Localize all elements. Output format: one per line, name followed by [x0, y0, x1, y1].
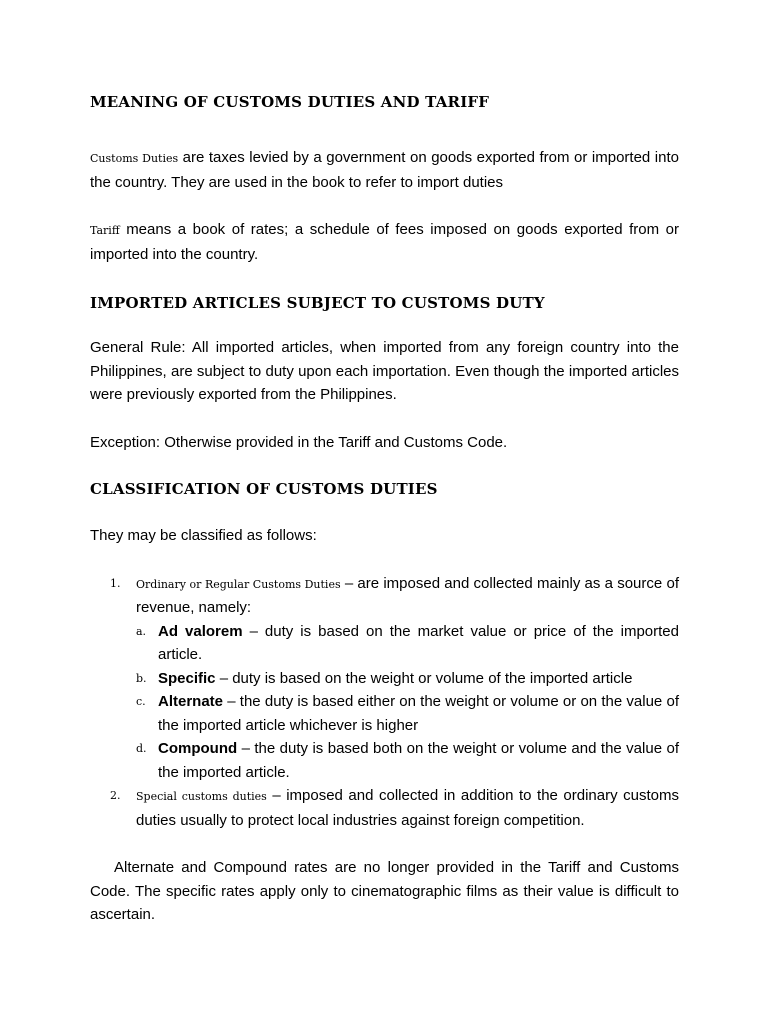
heading-imported-articles: IMPORTED ARTICLES SUBJECT TO CUSTOMS DUTY: [90, 294, 545, 312]
sublist-text: – the duty is based either on the weight or volume or on the value of the imported article whichever is higher: [158, 693, 679, 734]
ordinary-duties-sublist: [136, 620, 679, 785]
sublist-item: [136, 737, 679, 784]
closing-paragraph: Alternate and Compound rates are no longer provided in the Tariff and Customs Code. The specific rates apply only to cinematographic films as their value is difficult to ascertain.: [90, 859, 679, 923]
customs-duties-definition: [90, 146, 679, 194]
sublist-marker: a.: [136, 624, 147, 638]
heading-meaning: MEANING OF CUSTOMS DUTIES AND TARIFF: [90, 93, 490, 111]
tariff-definition: [90, 218, 679, 266]
list-marker: 2.: [110, 789, 121, 802]
customs-duties-term: Customs Duties: [90, 152, 179, 165]
exception-paragraph: Exception: Otherwise provided in the Tariff and Customs Code.: [90, 433, 508, 451]
sublist-marker: b.: [136, 671, 147, 685]
list-marker: 1.: [110, 576, 121, 590]
sublist-term: Specific: [158, 669, 216, 687]
customs-duties-text: are taxes levied by a government on goods exported from or imported into the country. They are used in the book to refer to import duties: [90, 149, 679, 191]
sublist-text: – duty is based on the market value or price of the imported article.: [158, 622, 679, 663]
sublist-item: [136, 620, 679, 667]
tariff-term: Tariff: [90, 224, 120, 237]
sublist-item: [136, 667, 679, 691]
sublist-marker: d.: [136, 742, 147, 755]
list-item: [90, 784, 679, 832]
document-content: [90, 92, 679, 927]
sublist-item: [136, 690, 679, 737]
sublist-marker: c.: [136, 695, 146, 708]
list-item: [90, 572, 679, 785]
special-duties-term: Special customs duties: [136, 790, 267, 803]
sublist-text: – the duty is based both on the weight or volume and the value of the imported article.: [158, 740, 679, 781]
sublist-text: – duty is based on the weight or volume of the imported article: [215, 669, 633, 687]
special-duties-text: – imposed and collected in addition to the ordinary customs duties usually to protect local industries against foreign competition.: [136, 787, 679, 829]
tariff-text: means a book of rates; a schedule of fees imposed on goods exported from or imported into the country.: [90, 221, 679, 263]
sublist-term: Ad valorem: [158, 622, 243, 640]
sublist-term: Alternate: [158, 693, 224, 710]
ordinary-duties-text: – are imposed and collected mainly as a source of revenue, namely:: [136, 574, 679, 616]
classified-intro: They may be classified as follows:: [90, 527, 317, 544]
general-rule-paragraph: General Rule: All imported articles, when imported from any foreign country into the Philippines, are subject to duty upon each importation. Even though the imported articles were previously exported from the Philippines.: [90, 339, 679, 403]
heading-classification: CLASSIFICATION OF CUSTOMS DUTIES: [90, 480, 438, 498]
classification-list: [90, 572, 679, 833]
sublist-term: Compound: [158, 740, 238, 757]
ordinary-duties-term: Ordinary or Regular Customs Duties: [136, 577, 341, 591]
